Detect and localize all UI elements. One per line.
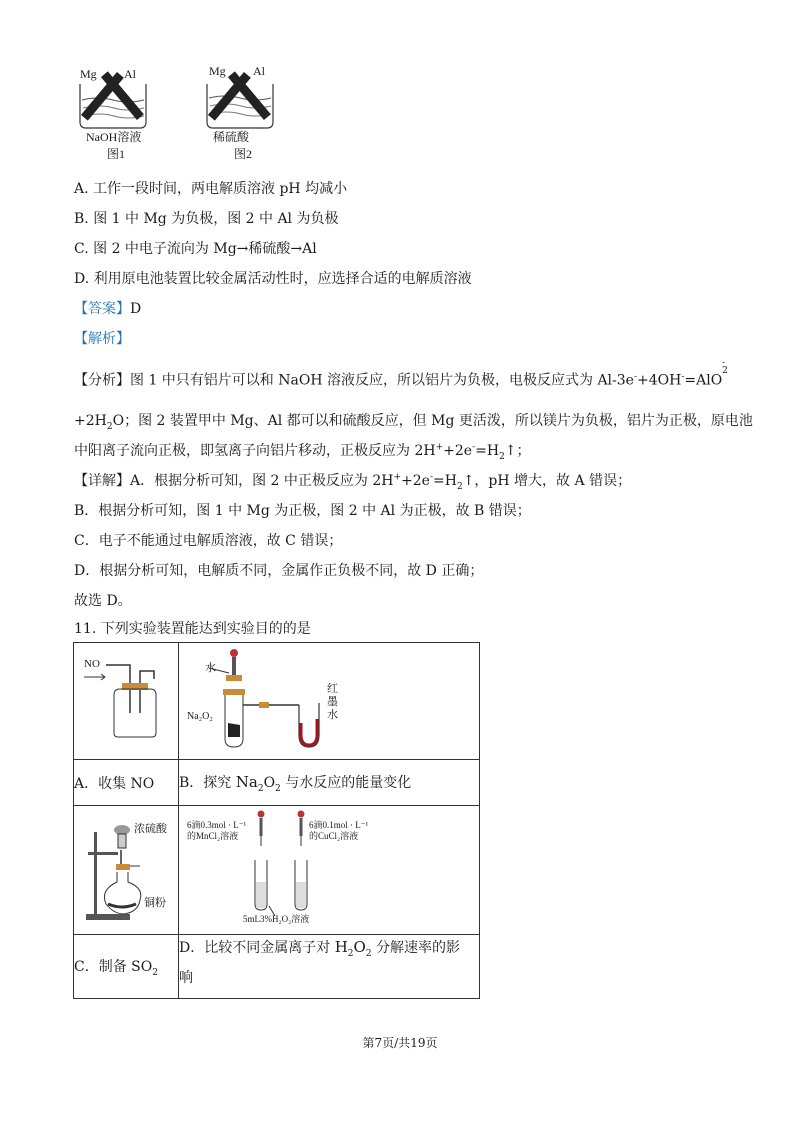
cell-text-d: D．比较不同金属离子对 $H_2O_2$ 分解速率的影 响 — [179, 935, 480, 999]
copper-label: 铜粉 — [144, 897, 166, 909]
cell-img-b — [179, 643, 480, 760]
detail-line-c: C．电子不能通过电解质溶液，故 C 错误； — [74, 533, 343, 549]
b-chem: Na — [235, 772, 258, 791]
option-a: A. 工作一段时间，两电解质溶液 pH 均减小 — [74, 181, 348, 197]
d-text-pre: D．比较不同金属离子对 — [179, 940, 335, 956]
d-text-post2: 响 — [179, 969, 193, 986]
c-text: C．制备 SO — [74, 958, 153, 975]
analysis-text-1c: =AlO — [684, 372, 723, 389]
d-text-post: 分解速率的影 — [376, 940, 461, 956]
option-d: D. 利用原电池装置比较金属活动性时，应选择合适的电解质溶液 — [74, 271, 472, 287]
cell-text-b: B．探究 $Na_2O_2$ 与水反应的能量变化 — [179, 760, 480, 806]
mg-label-1: Mg — [80, 67, 97, 81]
analysis-text-3b: +2e — [443, 443, 473, 459]
cell-img-a — [74, 643, 179, 760]
answer-line — [74, 298, 141, 318]
analysis-label: 【分析】 — [74, 372, 130, 389]
question-table — [73, 642, 480, 999]
analysis-text-3c: =H — [475, 443, 500, 459]
cell-text-c: C．制备 $SO_2$ — [74, 935, 179, 999]
analysis-line-2: $+2H_2O$；图 2 装置甲中 Mg、Al 都可以和硫酸反应，但 Mg 更活泼，所以镁片为负极，铝片为正极，原电池 — [74, 413, 753, 432]
cell-img-c — [74, 806, 179, 935]
fig2-solution: 稀硫酸 — [213, 130, 250, 144]
b-text-post: 与水反应的能量变化 — [285, 774, 412, 791]
detail-a4: ↑，pH 增大，故 A 错误； — [462, 473, 632, 489]
detail-conclusion: 故选 D。 — [74, 593, 132, 609]
detail-label: 【详解】 — [74, 473, 130, 489]
red-ink-label: 红墨水 — [327, 683, 338, 721]
d-right-label-2: 的CuCl₂溶液 — [309, 831, 359, 841]
cell-text-a: A．收集 NO — [74, 760, 179, 806]
analysis-text-1: 图 1 中只有铝片可以和 NaOH 溶液反应，所以铝片为负极，电极反应式为 Al-3e — [130, 372, 634, 389]
no-label: NO — [84, 658, 100, 670]
analysis-text-1b: +4OH — [637, 372, 682, 389]
mg-label-2: Mg — [209, 64, 226, 78]
analysis-text-2: +2H — [74, 413, 107, 429]
water-label: 水 — [205, 662, 216, 674]
detail-a1: A．根据分析可知，图 2 中正极反应为 2H — [130, 473, 394, 489]
fig1-solution: NaOH溶液 — [86, 130, 142, 144]
detail-line-a: 【详解】A．根据分析可知，图 2 中正极反应为 $2H^++2e^-=H_2↑$，pH 增大，故 A 错误； — [74, 472, 632, 492]
detail-a2: +2e — [401, 473, 430, 489]
page-footer: 第7页/共19页 — [362, 1036, 438, 1050]
analysis-text-3d: ↑； — [504, 443, 531, 459]
d-right-label-1: 6滴0.1mol · L⁻¹ — [309, 820, 369, 830]
d-bottom-label: 5mL3%H₂O₂溶液 — [243, 914, 310, 924]
al-label-1: Al — [124, 67, 136, 81]
na2o2-label: Na₂O₂ — [187, 711, 213, 722]
b-text-pre: B．探究 — [179, 774, 236, 791]
analysis-text-2b: O；图 2 装置甲中 Mg、Al 都可以和硫酸反应，但 Mg 更活泼，所以镁片为负极，铝片为正极，原电池 — [112, 413, 753, 429]
answer-value: D — [130, 301, 142, 317]
conc-acid-label: 浓硫酸 — [134, 823, 167, 835]
cell-img-d — [179, 806, 480, 935]
question-11: 11. 下列实验装置能达到实验目的的是 — [74, 621, 311, 637]
d-left-label-1: 6滴0.3mol · L⁻¹ — [187, 820, 247, 830]
detail-a3: =H — [433, 473, 457, 489]
fig1-caption: 图1 — [107, 147, 126, 161]
answer-label: 【答案】 — [74, 301, 130, 317]
d-left-label-2: 的MnCl₂溶液 — [187, 831, 239, 841]
analysis-heading: 【解析】 — [74, 331, 130, 347]
al-label-2: Al — [253, 64, 265, 78]
fig2-caption: 图2 — [234, 147, 253, 161]
analysis-line-1: 【分析】图 1 中只有铝片可以和 NaOH 溶液反应，所以铝片为负极，电极反应式为 Al-3e-+4OH-=AlO$^{- 2}$ — [74, 358, 728, 389]
option-c: C. 图 2 中电子流向为 Mg→稀硫酸→Al — [74, 241, 317, 257]
detail-line-d: D．根据分析可知，电解质不同，金属作正负极不同，故 D 正确； — [74, 563, 484, 579]
analysis-line-3: 中阳离子流向正极，即氢离子向铝片移动，正极反应为 $2H^++2e^-=H_2↑$； — [74, 442, 531, 462]
analysis-text-3: 中阳离子流向正极，即氢离子向铝片移动，正极反应为 2H — [74, 443, 436, 459]
option-b: B. 图 1 中 Mg 为负极，图 2 中 Al 为负极 — [74, 211, 339, 227]
detail-line-b: B．根据分析可知，图 1 中 Mg 为正极，图 2 中 Al 为正极，故 B 错误； — [74, 503, 531, 519]
